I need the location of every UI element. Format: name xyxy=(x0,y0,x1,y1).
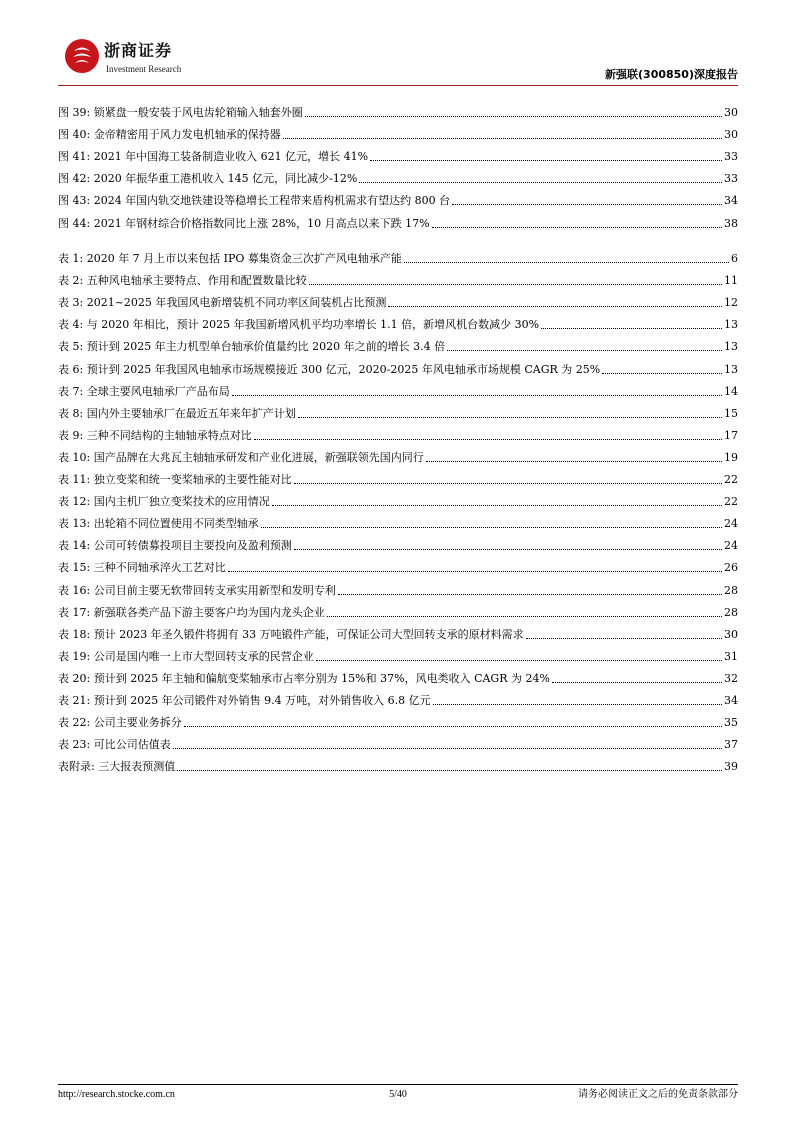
page-number: 5/40 xyxy=(389,1089,407,1100)
table-entry-page: 22 xyxy=(724,473,738,487)
table-entry[interactable] xyxy=(58,752,738,774)
table-entry[interactable] xyxy=(58,421,738,443)
table-entry[interactable] xyxy=(58,664,738,686)
table-entry-label: 表 21: 预计到 2025 年公司锻件对外销售 9.4 万吨，对外销售收入 6.8 亿元 xyxy=(58,693,431,707)
table-entry-page: 32 xyxy=(724,671,738,685)
dot-leader xyxy=(228,571,722,572)
table-entry-label: 表附录: 三大报表预测值 xyxy=(58,760,176,774)
table-entry[interactable] xyxy=(58,399,738,421)
table-entry[interactable] xyxy=(58,686,738,708)
table-entry-page: 34 xyxy=(724,693,738,707)
figure-entry[interactable] xyxy=(58,208,738,230)
table-entry-page: 37 xyxy=(724,738,738,752)
table-entry-page: 22 xyxy=(724,495,738,509)
table-entry-label: 表 14: 公司可转债募投项目主要投向及盈利预测 xyxy=(58,539,292,553)
figure-entry-label: 图 41: 2021 年中国海工装备制造业收入 621 亿元，增长 41% xyxy=(58,150,369,164)
table-entry[interactable] xyxy=(58,310,738,332)
dot-leader xyxy=(447,350,722,351)
table-entry-page: 30 xyxy=(724,627,738,641)
figure-entry-label: 图 40: 金帝精密用于风力发电机轴承的保持器 xyxy=(58,128,281,142)
dot-leader xyxy=(327,616,722,617)
figure-entry-page: 30 xyxy=(724,128,738,142)
dot-leader xyxy=(359,182,722,183)
table-entry[interactable] xyxy=(58,642,738,664)
table-entry[interactable] xyxy=(58,598,738,620)
footer-divider xyxy=(58,1084,738,1085)
figure-entry-label: 图 43: 2024 年国内轨交地铁建设等稳增长工程带来盾构机需求有望达约 800 台 xyxy=(58,194,451,208)
dot-leader xyxy=(526,638,722,639)
table-entry-label: 表 1: 2020 年 7 月上市以来包括 IPO 募集资金三次扩产风电轴承产能 xyxy=(58,252,402,266)
table-entry[interactable] xyxy=(58,266,738,288)
figure-entry-page: 33 xyxy=(724,172,738,186)
table-entry-label: 表 4: 与 2020 年相比，预计 2025 年我国新增风机平均功率增长 1.1 倍，新增风机台数减少 30% xyxy=(58,318,540,332)
table-entry-label: 表 22: 公司主要业务拆分 xyxy=(58,716,182,730)
dot-leader xyxy=(370,160,722,161)
table-entry-label: 表 2: 五种风电轴承主要特点、作用和配置数量比较 xyxy=(58,274,307,288)
table-entry-page: 13 xyxy=(724,340,738,354)
dot-leader xyxy=(602,373,722,374)
table-entry-label: 表 5: 预计到 2025 年主力机型单台轴承价值量约比 2020 年之前的增长 3.4 倍 xyxy=(58,340,446,354)
dot-leader xyxy=(254,439,722,440)
table-entry-page: 6 xyxy=(731,252,738,266)
table-entry[interactable] xyxy=(58,443,738,465)
table-entry-page: 24 xyxy=(724,539,738,553)
table-entry-label: 表 20: 预计到 2025 年主轴和偏航变桨轴承市占率分别为 15%和 37%，风电类收入 CAGR 为 24% xyxy=(58,671,550,685)
header-divider xyxy=(58,85,738,86)
table-entry[interactable] xyxy=(58,465,738,487)
table-entry-label: 表 10: 国产品牌在大兆瓦主轴轴承研发和产业化进展，新强联领先国内同行 xyxy=(58,450,424,464)
table-entry-page: 13 xyxy=(724,318,738,332)
table-entry-page: 14 xyxy=(724,384,738,398)
table-entry-label: 表 16: 公司目前主要无软带回转支承实用新型和发明专利 xyxy=(58,583,336,597)
table-entry[interactable] xyxy=(58,553,738,575)
dot-leader xyxy=(309,284,722,285)
table-entry[interactable] xyxy=(58,332,738,354)
figure-entry-label: 图 39: 锁紧盘一般安装于风电齿轮箱输入轴套外圈 xyxy=(58,106,303,120)
table-entry-page: 19 xyxy=(724,450,738,464)
table-entry-page: 24 xyxy=(724,517,738,531)
dot-leader xyxy=(452,204,722,205)
dot-leader xyxy=(316,660,722,661)
table-entry-label: 表 11: 独立变桨和统一变桨轴承的主要性能对比 xyxy=(58,473,292,487)
figure-entry-label: 图 42: 2020 年振华重工港机收入 145 亿元，同比减少-12% xyxy=(58,172,358,186)
table-entry-label: 表 17: 新强联各类产品下游主要客户均为国内龙头企业 xyxy=(58,605,325,619)
dot-leader xyxy=(177,770,722,771)
table-entry-page: 35 xyxy=(724,716,738,730)
figure-entry[interactable] xyxy=(58,120,738,142)
table-entry-page: 13 xyxy=(724,362,738,376)
table-entry[interactable] xyxy=(58,730,738,752)
dot-leader xyxy=(272,505,722,506)
dot-leader xyxy=(404,262,729,263)
dot-leader xyxy=(232,395,722,396)
table-entry-label: 表 8: 国内外主要轴承厂在最近五年来年扩产计划 xyxy=(58,406,296,420)
table-entry-label: 表 15: 三种不同轴承淬火工艺对比 xyxy=(58,561,226,575)
dot-leader xyxy=(261,527,722,528)
table-entry[interactable] xyxy=(58,531,738,553)
dot-leader xyxy=(283,138,722,139)
figure-entry-page: 30 xyxy=(724,106,738,120)
figure-entry-page: 34 xyxy=(724,194,738,208)
table-entry[interactable] xyxy=(58,377,738,399)
figure-entry[interactable] xyxy=(58,164,738,186)
dot-leader xyxy=(433,704,722,705)
table-entry-label: 表 7: 全球主要风电轴承厂产品布局 xyxy=(58,384,230,398)
zheshang-logo-icon xyxy=(64,38,100,74)
table-entry-page: 31 xyxy=(724,649,738,663)
table-entry[interactable] xyxy=(58,487,738,509)
figure-list xyxy=(58,98,738,231)
table-entry-label: 表 9: 三种不同结构的主轴轴承特点对比 xyxy=(58,428,252,442)
footer-disclaimer: 请务必阅读正文之后的免责条款部分 xyxy=(578,1089,738,1100)
table-entry[interactable] xyxy=(58,509,738,531)
table-entry[interactable] xyxy=(58,575,738,597)
dot-leader xyxy=(294,549,722,550)
page-footer xyxy=(58,1089,738,1103)
dot-leader xyxy=(426,461,722,462)
table-list xyxy=(58,244,738,774)
table-entry-page: 12 xyxy=(724,296,738,310)
dot-leader xyxy=(184,726,722,727)
table-entry-page: 28 xyxy=(724,605,738,619)
table-entry-page: 26 xyxy=(724,561,738,575)
dot-leader xyxy=(432,227,722,228)
table-entry-label: 表 13: 出轮箱不同位置使用不同类型轴承 xyxy=(58,517,259,531)
table-entry[interactable] xyxy=(58,620,738,642)
dot-leader xyxy=(541,328,722,329)
table-entry[interactable] xyxy=(58,288,738,310)
table-entry[interactable] xyxy=(58,708,738,730)
table-entry-page: 39 xyxy=(724,760,738,774)
table-entry-label: 表 12: 国内主机厂独立变桨技术的应用情况 xyxy=(58,495,270,509)
table-entry-page: 15 xyxy=(724,406,738,420)
page-header xyxy=(58,32,738,82)
table-entry-page: 11 xyxy=(724,274,738,288)
table-entry-label: 表 19: 公司是国内唯一上市大型回转支承的民营企业 xyxy=(58,649,314,663)
dot-leader xyxy=(294,483,722,484)
table-entry-label: 表 6: 预计到 2025 年我国风电轴承市场规模接近 300 亿元，2020-2025 年风电轴承市场规模 CAGR 为 25% xyxy=(58,362,601,376)
figure-entry-page: 33 xyxy=(724,150,738,164)
dot-leader xyxy=(305,116,722,117)
figure-entry-page: 38 xyxy=(724,216,738,230)
dot-leader xyxy=(338,594,722,595)
brand-name: 浙商证券 xyxy=(104,41,173,60)
figure-entry[interactable] xyxy=(58,142,738,164)
dot-leader xyxy=(298,417,722,418)
footer-url[interactable]: http://research.stocke.com.cn xyxy=(58,1089,175,1100)
brand-subtitle: Investment Research xyxy=(106,64,182,74)
table-entry-label: 表 3: 2021~2025 年我国风电新增装机不同功率区间装机占比预测 xyxy=(58,296,387,310)
dot-leader xyxy=(388,306,722,307)
figure-entry-label: 图 44: 2021 年钢材综合价格指数同比上涨 28%，10 月高点以来下跌 17% xyxy=(58,216,430,230)
table-entry-page: 17 xyxy=(724,428,738,442)
dot-leader xyxy=(173,748,722,749)
table-entry[interactable] xyxy=(58,354,738,376)
table-entry[interactable] xyxy=(58,244,738,266)
report-title: 新强联(300850)深度报告 xyxy=(605,68,738,81)
table-entry-label: 表 18: 预计 2023 年圣久锻件将拥有 33 万吨锻件产能，可保证公司大型回转支承的原材料需求 xyxy=(58,627,524,641)
dot-leader xyxy=(552,682,722,683)
table-entry-label: 表 23: 可比公司估值表 xyxy=(58,738,171,752)
figure-entry[interactable] xyxy=(58,186,738,208)
figure-entry[interactable] xyxy=(58,98,738,120)
table-entry-page: 28 xyxy=(724,583,738,597)
